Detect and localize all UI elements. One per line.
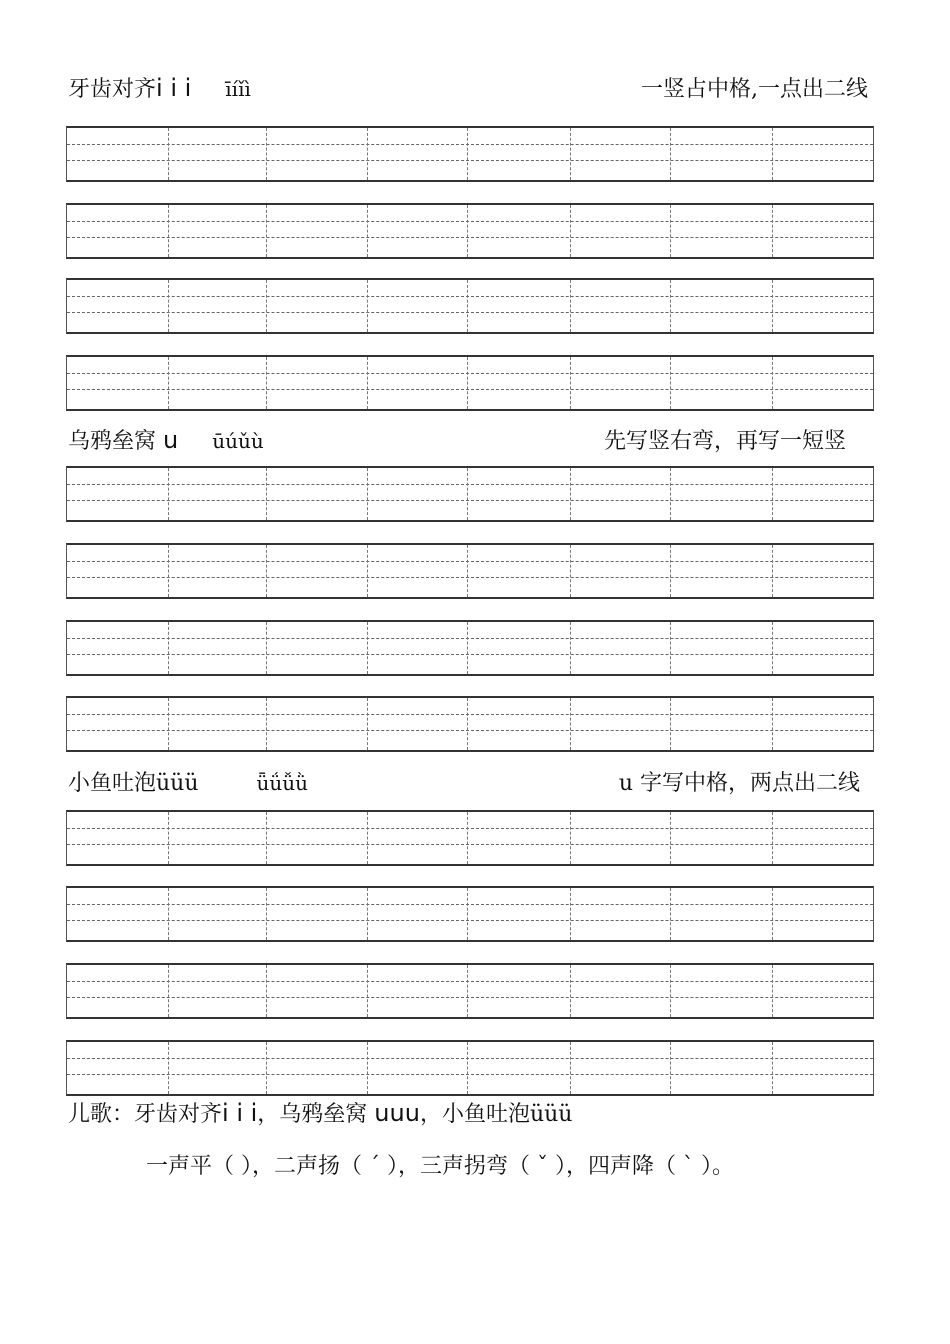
section-3-rule: u 字写中格，两点出二线 (618, 771, 860, 796)
grid-guide-line (67, 144, 873, 145)
section-1-rule: 一竖占中格,一点出二线 (641, 77, 868, 102)
grid-cell-divider (168, 357, 169, 409)
grid-cell-divider (570, 812, 571, 864)
grid-guide-line (67, 920, 873, 921)
grid-cell-divider (670, 622, 671, 674)
writing-grid[interactable] (66, 278, 874, 334)
grid-cell-divider (467, 812, 468, 864)
grid-guide-line (67, 296, 873, 297)
grid-cell-divider (467, 205, 468, 257)
section-2-title (68, 424, 264, 455)
grid-cell-divider (670, 357, 671, 409)
childrens-song (68, 1097, 572, 1128)
grid-guide-line (67, 1074, 873, 1075)
writing-grid[interactable] (66, 126, 874, 182)
grid-guide-line (67, 500, 873, 501)
grid-cell-divider (670, 545, 671, 597)
writing-grid[interactable] (66, 355, 874, 411)
writing-grid[interactable] (66, 543, 874, 599)
grid-cell-divider (570, 622, 571, 674)
grid-cell-divider (168, 128, 169, 180)
writing-grid[interactable] (66, 1040, 874, 1096)
grid-cell-divider (367, 698, 368, 750)
grid-cell-divider (168, 812, 169, 864)
grid-guide-line (67, 312, 873, 313)
grid-guide-line (67, 828, 873, 829)
grid-cell-divider (266, 698, 267, 750)
grid-cell-divider (367, 622, 368, 674)
grid-cell-divider (772, 545, 773, 597)
grid-cell-divider (168, 545, 169, 597)
grid-guide-line (67, 997, 873, 998)
grid-cell-divider (670, 965, 671, 1017)
grid-guide-line (67, 237, 873, 238)
grid-guide-line (67, 373, 873, 374)
writing-grid[interactable] (66, 466, 874, 522)
grid-cell-divider (467, 357, 468, 409)
section-1-label: 牙齿对齐 (68, 77, 157, 102)
grid-cell-divider (570, 545, 571, 597)
writing-grid[interactable] (66, 620, 874, 676)
grid-cell-divider (367, 128, 368, 180)
grid-cell-divider (168, 468, 169, 520)
grid-guide-line (67, 484, 873, 485)
grid-cell-divider (367, 888, 368, 940)
song-end: ，小鱼吐泡üüü (419, 1102, 573, 1127)
grid-cell-divider (367, 468, 368, 520)
tone-rhyme: 一声平（ ），二声扬（ ˊ ），三声拐弯（ ˇ ），四声降（ ˋ ）。 (146, 1154, 734, 1179)
section-1-tones: īíǐì (225, 77, 251, 101)
grid-guide-line (67, 389, 873, 390)
grid-cell-divider (772, 698, 773, 750)
grid-cell-divider (266, 888, 267, 940)
grid-cell-divider (266, 357, 267, 409)
grid-cell-divider (772, 1042, 773, 1094)
grid-cell-divider (168, 622, 169, 674)
grid-cell-divider (168, 965, 169, 1017)
grid-cell-divider (266, 468, 267, 520)
grid-guide-line (67, 904, 873, 905)
grid-cell-divider (266, 965, 267, 1017)
writing-grid[interactable] (66, 203, 874, 259)
grid-cell-divider (772, 280, 773, 332)
grid-cell-divider (367, 357, 368, 409)
section-1-header (68, 72, 868, 106)
grid-cell-divider (670, 205, 671, 257)
grid-cell-divider (570, 128, 571, 180)
grid-cell-divider (570, 965, 571, 1017)
grid-guide-line (67, 221, 873, 222)
section-3-tones: ǖǘǚǜ (256, 771, 309, 795)
grid-cell-divider (670, 698, 671, 750)
grid-cell-divider (467, 280, 468, 332)
grid-cell-divider (670, 812, 671, 864)
grid-cell-divider (266, 205, 267, 257)
section-3-letters: üüü (156, 771, 199, 796)
grid-cell-divider (266, 545, 267, 597)
grid-cell-divider (367, 1042, 368, 1094)
section-2-letters: u (163, 426, 179, 454)
section-3-header (68, 766, 860, 800)
grid-cell-divider (467, 965, 468, 1017)
grid-cell-divider (467, 698, 468, 750)
grid-cell-divider (570, 280, 571, 332)
grid-guide-line (67, 1058, 873, 1059)
section-2-rule: 先写竖右弯，再写一短竖 (603, 429, 846, 454)
grid-cell-divider (570, 357, 571, 409)
writing-grid[interactable] (66, 963, 874, 1019)
grid-cell-divider (467, 545, 468, 597)
grid-cell-divider (772, 965, 773, 1017)
section-1-letters: i i i (156, 74, 192, 102)
grid-cell-divider (467, 888, 468, 940)
grid-cell-divider (670, 280, 671, 332)
grid-cell-divider (772, 205, 773, 257)
grid-guide-line (67, 714, 873, 715)
grid-cell-divider (772, 888, 773, 940)
grid-cell-divider (772, 128, 773, 180)
grid-cell-divider (772, 357, 773, 409)
grid-guide-line (67, 561, 873, 562)
grid-cell-divider (467, 622, 468, 674)
grid-cell-divider (266, 812, 267, 864)
song-u-letters: uuu (374, 1099, 420, 1127)
section-3-label: 小鱼吐泡 (68, 771, 157, 796)
grid-cell-divider (168, 698, 169, 750)
grid-guide-line (67, 844, 873, 845)
grid-guide-line (67, 638, 873, 639)
grid-cell-divider (570, 698, 571, 750)
grid-cell-divider (367, 545, 368, 597)
section-2-tones: ūúǔù (212, 429, 264, 453)
section-1-title (68, 72, 251, 103)
grid-cell-divider (670, 468, 671, 520)
grid-guide-line (67, 654, 873, 655)
section-2-header (68, 424, 846, 458)
grid-cell-divider (670, 128, 671, 180)
grid-guide-line (67, 577, 873, 578)
grid-cell-divider (367, 280, 368, 332)
grid-cell-divider (467, 1042, 468, 1094)
section-3-title (68, 766, 308, 797)
grid-cell-divider (367, 205, 368, 257)
grid-cell-divider (266, 622, 267, 674)
grid-cell-divider (772, 622, 773, 674)
section-2-label: 乌鸦垒窝 (68, 429, 157, 454)
grid-cell-divider (467, 468, 468, 520)
grid-cell-divider (570, 468, 571, 520)
grid-cell-divider (168, 205, 169, 257)
writing-grid[interactable] (66, 810, 874, 866)
writing-grid[interactable] (66, 696, 874, 752)
grid-cell-divider (570, 888, 571, 940)
grid-cell-divider (168, 1042, 169, 1094)
grid-guide-line (67, 981, 873, 982)
grid-cell-divider (168, 888, 169, 940)
song-mid: ，乌鸦垒窝 (257, 1102, 368, 1127)
writing-grid[interactable] (66, 886, 874, 942)
grid-cell-divider (367, 812, 368, 864)
grid-cell-divider (367, 965, 368, 1017)
grid-cell-divider (266, 128, 267, 180)
grid-cell-divider (467, 128, 468, 180)
song-prefix: 儿歌：牙齿对齐 (68, 1102, 223, 1127)
grid-cell-divider (670, 1042, 671, 1094)
grid-cell-divider (266, 280, 267, 332)
grid-cell-divider (570, 1042, 571, 1094)
song-i-letters: i i i (222, 1099, 258, 1127)
grid-cell-divider (266, 1042, 267, 1094)
grid-guide-line (67, 730, 873, 731)
grid-cell-divider (168, 280, 169, 332)
grid-cell-divider (772, 468, 773, 520)
grid-cell-divider (570, 205, 571, 257)
grid-cell-divider (772, 812, 773, 864)
grid-cell-divider (670, 888, 671, 940)
grid-guide-line (67, 160, 873, 161)
